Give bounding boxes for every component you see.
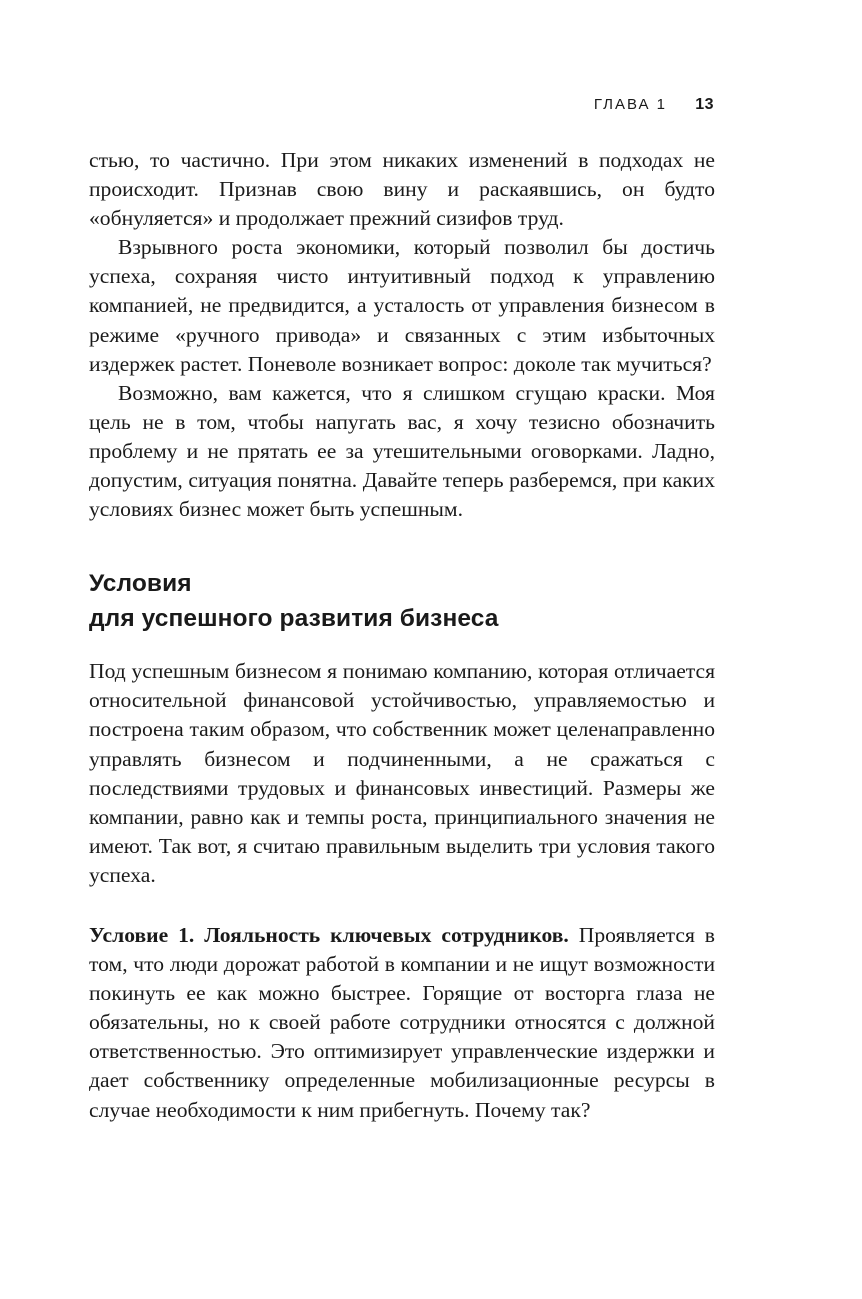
- body-text: [89, 146, 715, 1125]
- condition-1-title: Условие 1. Лояльность ключевых сотрудников.: [89, 922, 569, 947]
- chapter-label: ГЛАВА 1: [593, 96, 668, 113]
- section-heading-line-1: Условия: [89, 570, 192, 598]
- page-number: 13: [695, 96, 714, 113]
- section-heading: [89, 566, 715, 636]
- paragraph-3: Возможно, вам кажется, что я слишком сгущаю краски. Моя цель не в том, чтобы напугать вас, я хочу тезисно обозначить проблему и не прятать ее за утешительными оговорками. Ладно, допустим, ситуация понятна. Давайте теперь разберемся, при каких условиях бизнес может быть успешным.: [89, 380, 715, 522]
- running-head: [594, 96, 714, 114]
- condition-1-text: Проявляется в том, что люди дорожат работой в компании и не ищут возможности покинуть ее как можно быстрее. Горящие от восторга глаза не обязательны, но к своей работе сотрудники относятся с должной ответственностью. Это оптимизирует управленческие издержки и дает собственнику определенные мобилизационные ресурсы в случае необходимости к ним прибегнуть. Почему так?: [89, 922, 715, 1122]
- condition-1-paragraph: [89, 921, 715, 1125]
- paragraph-2: Взрывного роста экономики, который позволил бы достичь успеха, сохраняя чисто интуитивный подход к управлению компанией, не предвидится, а усталость от управления бизнесом в режиме «ручного привода» и связанных с этим избыточных издержек растет. Поневоле возникает вопрос: доколе так мучиться?: [89, 235, 715, 376]
- section-heading-line-2: для успешного развития бизнеса: [89, 605, 499, 633]
- paragraph-1: стью, то частично. При этом никаких изменений в подходах не происходит. Признав свою вину и раскаявшись, он будто «обнуляется» и продолжает прежний сизифов труд.: [89, 148, 715, 231]
- paragraph-4: Под успешным бизнесом я понимаю компанию, которая отличается относительной финансовой устойчивостью, управляемостью и построена таким образом, что собственник может целенаправленно управлять бизнесом и подчиненными, а не сражаться с последствиями трудовых и финансовых инвестиций. Размеры же компании, равно как и темпы роста, принципиального значения не имеют. Так вот, я считаю правильным выделить три условия такого успеха.: [89, 659, 715, 887]
